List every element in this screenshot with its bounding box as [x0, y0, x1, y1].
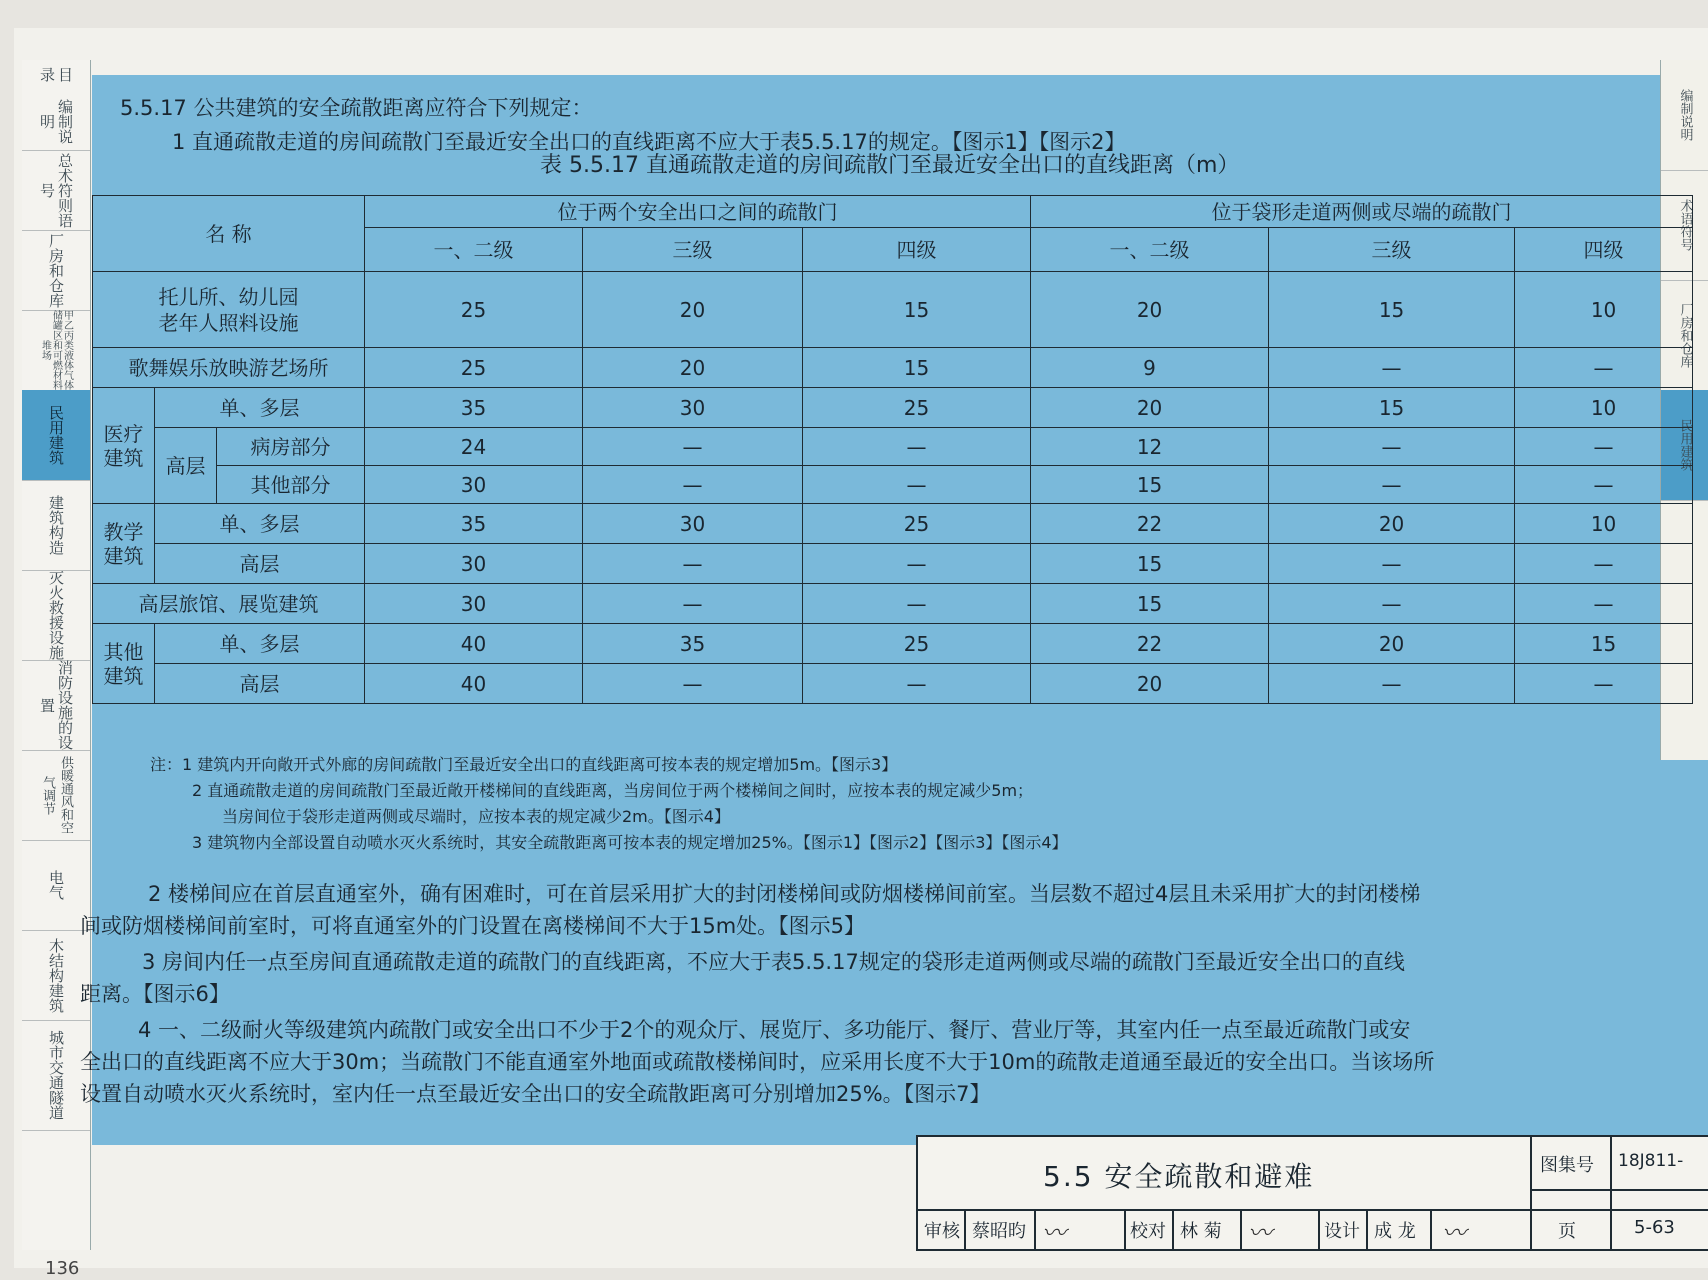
table-cell: 35 — [365, 504, 583, 544]
table-cell: 22 — [1031, 504, 1269, 544]
table-cell: 20 — [1031, 272, 1269, 348]
page-label: 页 — [1558, 1221, 1576, 1242]
table-cell: 15 — [1269, 388, 1515, 428]
tab-civil-buildings[interactable]: 民用建筑 — [22, 390, 90, 481]
table-notes — [150, 752, 1068, 856]
note-3: 3 建筑物内全部设置自动喷水灭火系统时，其安全疏散距离可按本表的规定增加25%。【图示1】【图示2】【图示3】【图示4】 — [192, 833, 1068, 852]
table-cell: 15 — [803, 272, 1031, 348]
table-cell: 10 — [1515, 272, 1693, 348]
note-2: 2 直通疏散走道的房间疏散门至最近敞开楼梯间的直线距离，当房间位于两个楼梯间之间时，应按本表的规定减少5m； — [192, 781, 1034, 800]
table-row — [93, 466, 1693, 504]
level-header: 一、二级 — [1031, 228, 1269, 272]
tab-rescue-facilities[interactable]: 灭火救援设施 — [22, 570, 90, 661]
table-cell: 15 — [1031, 544, 1269, 584]
drawing-title-block — [916, 1135, 1708, 1251]
table-cell: 15 — [803, 348, 1031, 388]
table-cell: — — [803, 428, 1031, 466]
clause-4: 4 一、二级耐火等级建筑内疏散门或安全出口不少于2个的观众厅、展览厅、多功能厅、餐厅、营业厅等，其室内任一点至最近疏散门或安 — [138, 1018, 1411, 1042]
clause-3: 3 房间内任一点至房间直通疏散走道的疏散门的直线距离，不应大于表5.5.17规定的袋形走道两侧或尽端的疏散门至最近安全出口的直线 — [142, 950, 1405, 974]
table-cell: 30 — [365, 466, 583, 504]
table-cell: 30 — [583, 504, 803, 544]
clause-3-cont: 距离。【图示6】 — [80, 982, 230, 1006]
table-cell: 20 — [1269, 624, 1515, 664]
table-cell: — — [1269, 466, 1515, 504]
level-header: 三级 — [583, 228, 803, 272]
note-1: 注：1 建筑内开向敞开式外廊的房间疏散门至最近安全出口的直线距离可按本表的规定增加5m。【图示3】 — [150, 755, 898, 774]
atlas-number: 18J811- — [1618, 1151, 1684, 1171]
row-sublabel: 高层 — [155, 544, 365, 584]
table-cell: — — [1269, 348, 1515, 388]
tab-tunnel[interactable]: 城市交通隧道 — [22, 1020, 90, 1131]
table-row — [93, 504, 1693, 544]
table-cell: 30 — [583, 388, 803, 428]
table-row — [93, 348, 1693, 388]
design-label: 设计 — [1324, 1221, 1360, 1242]
table-cell: — — [1515, 664, 1693, 704]
table-cell: 9 — [1031, 348, 1269, 388]
table-cell: — — [803, 544, 1031, 584]
table-row — [93, 544, 1693, 584]
row-label-other: 其他建筑 — [93, 624, 155, 704]
table-cell: 20 — [583, 348, 803, 388]
table-cell: — — [1515, 544, 1693, 584]
designer-signature: 〰 — [1442, 1219, 1466, 1247]
table-row — [93, 388, 1693, 428]
table-cell: 20 — [583, 272, 803, 348]
tab-electrical[interactable]: 电气 — [22, 840, 90, 931]
clause-1: 1 直通疏散走道的房间疏散门至最近安全出口的直线距离不应大于表5.5.17的规定。【图示1】【图示2】 — [172, 130, 1126, 154]
table-caption: 表 5.5.17 直通疏散走道的房间疏散门至最近安全出口的直线距离（m） — [540, 153, 1240, 178]
reviewer-signature: 〰 — [1042, 1219, 1066, 1247]
row-label-kindergarten: 托儿所、幼儿园 老年人照料设施 — [93, 272, 365, 348]
header-dead-end: 位于袋形走道两侧或尽端的疏散门 — [1031, 196, 1693, 228]
row-sublabel: 高层 — [155, 428, 217, 504]
table-cell: 15 — [1269, 272, 1515, 348]
page-number: 136 — [45, 1258, 80, 1279]
section-heading: 5.5.17 公共建筑的安全疏散距离应符合下列规定： — [120, 96, 593, 120]
table-row — [93, 664, 1693, 704]
table-cell: 15 — [1031, 584, 1269, 624]
header-between-exits: 位于两个安全出口之间的疏散门 — [365, 196, 1031, 228]
table-cell: 25 — [365, 272, 583, 348]
table-cell: 10 — [1515, 504, 1693, 544]
header-name: 名 称 — [93, 196, 365, 272]
table-cell: 40 — [365, 664, 583, 704]
table-row — [93, 624, 1693, 664]
table-cell: — — [583, 466, 803, 504]
table-cell: — — [583, 544, 803, 584]
row-sublabel: 其他部分 — [217, 466, 365, 504]
tab-construction[interactable]: 建筑构造 — [22, 480, 90, 571]
clause-2-cont: 间或防烟楼梯间前室时，可将直通室外的门设置在离楼梯间不大于15m处。【图示5】 — [80, 914, 866, 938]
table-cell: — — [1269, 428, 1515, 466]
table-cell: 24 — [365, 428, 583, 466]
right-tab-civil: 民用建筑 — [1661, 390, 1708, 501]
tab-hvac[interactable]: 供暖通风和空气调节 — [22, 750, 90, 841]
table-cell: — — [1515, 584, 1693, 624]
row-sublabel: 高层 — [155, 664, 365, 704]
clause-4-line2: 全出口的直线距离不应大于30m；当疏散门不能直通室外地面或疏散楼梯间时，应采用长度不大于10m的疏散走道通至最近的安全出口。当该场所 — [80, 1050, 1435, 1074]
table-cell: — — [803, 584, 1031, 624]
table-row — [93, 272, 1693, 348]
page-number-code: 5-63 — [1634, 1217, 1675, 1238]
table-cell: 25 — [803, 504, 1031, 544]
row-label-medical: 医疗建筑 — [93, 388, 155, 504]
right-tab-terms: 术语符号 — [1661, 170, 1708, 281]
table-cell: 12 — [1031, 428, 1269, 466]
table-cell: 22 — [1031, 624, 1269, 664]
checker-name: 林 菊 — [1180, 1221, 1222, 1242]
table-cell: 20 — [1031, 388, 1269, 428]
table-cell: — — [1515, 348, 1693, 388]
table-cell: — — [583, 428, 803, 466]
table-cell: 25 — [365, 348, 583, 388]
row-sublabel: 病房部分 — [217, 428, 365, 466]
table-cell: 30 — [365, 584, 583, 624]
tab-factory-warehouse[interactable]: 厂房和仓库 — [22, 230, 90, 311]
reviewer-name: 蔡昭昀 — [972, 1221, 1026, 1242]
row-label-hotel: 高层旅馆、展览建筑 — [93, 584, 365, 624]
table-cell: 15 — [1031, 466, 1269, 504]
tab-fire-facilities[interactable]: 消防设施的设置 — [22, 660, 90, 751]
table-cell: — — [1269, 584, 1515, 624]
row-sublabel: 单、多层 — [155, 388, 365, 428]
tab-contents[interactable]: 目录 编制说明 — [22, 60, 90, 151]
table-cell: — — [1515, 466, 1693, 504]
designer-name: 成 龙 — [1374, 1221, 1416, 1242]
table-cell: — — [1515, 428, 1693, 466]
clause-2: 2 楼梯间应在首层直通室外，确有困难时，可在首层采用扩大的封闭楼梯间或防烟楼梯间前室。当层数不超过4层且未采用扩大的封闭楼梯 — [148, 882, 1421, 906]
table-cell: 10 — [1515, 388, 1693, 428]
row-label-teaching: 教学建筑 — [93, 504, 155, 584]
right-tab-factory: 厂房和仓库 — [1661, 280, 1708, 391]
table-cell: — — [583, 664, 803, 704]
row-sublabel: 单、多层 — [155, 504, 365, 544]
drawing-title: 5.5 安全疏散和避难 — [1043, 1160, 1315, 1193]
note-2-cont: 当房间位于袋形走道两侧或尽端时，应按本表的规定减少2m。【图示4】 — [222, 807, 730, 826]
row-sublabel: 单、多层 — [155, 624, 365, 664]
table-cell: 15 — [1515, 624, 1693, 664]
table-cell: 40 — [365, 624, 583, 664]
tab-storage-tanks[interactable]: 甲乙丙类液体气体储罐区和可燃材料堆场 — [22, 310, 90, 391]
review-label: 审核 — [924, 1221, 960, 1242]
table-cell: 35 — [583, 624, 803, 664]
clause-4-line3: 设置自动喷水灭火系统时，室内任一点至最近安全出口的安全疏散距离可分别增加25%。【图示7】 — [80, 1082, 991, 1106]
table-cell: 20 — [1031, 664, 1269, 704]
table-cell: 35 — [365, 388, 583, 428]
table-cell: 20 — [1269, 504, 1515, 544]
evacuation-distance-table — [92, 195, 1693, 704]
level-header: 四级 — [803, 228, 1031, 272]
level-header: 四级 — [1515, 228, 1693, 272]
checker-signature: 〰 — [1248, 1219, 1272, 1247]
table-cell: 30 — [365, 544, 583, 584]
table-row — [93, 428, 1693, 466]
tab-timber[interactable]: 木结构建筑 — [22, 930, 90, 1021]
table-cell: 25 — [803, 388, 1031, 428]
check-label: 校对 — [1130, 1221, 1166, 1242]
table-cell: — — [803, 466, 1031, 504]
table-cell: — — [1269, 664, 1515, 704]
table-row — [93, 584, 1693, 624]
tab-terms[interactable]: 总术符则语号 — [22, 150, 90, 231]
table-cell: — — [1269, 544, 1515, 584]
level-header: 三级 — [1269, 228, 1515, 272]
row-label-entertainment: 歌舞娱乐放映游艺场所 — [93, 348, 365, 388]
table-cell: 25 — [803, 624, 1031, 664]
level-header: 一、二级 — [365, 228, 583, 272]
table-cell: — — [583, 584, 803, 624]
table-cell: — — [803, 664, 1031, 704]
atlas-label: 图集号 — [1540, 1155, 1594, 1176]
right-tab-notes: 编制说明 — [1661, 60, 1708, 171]
